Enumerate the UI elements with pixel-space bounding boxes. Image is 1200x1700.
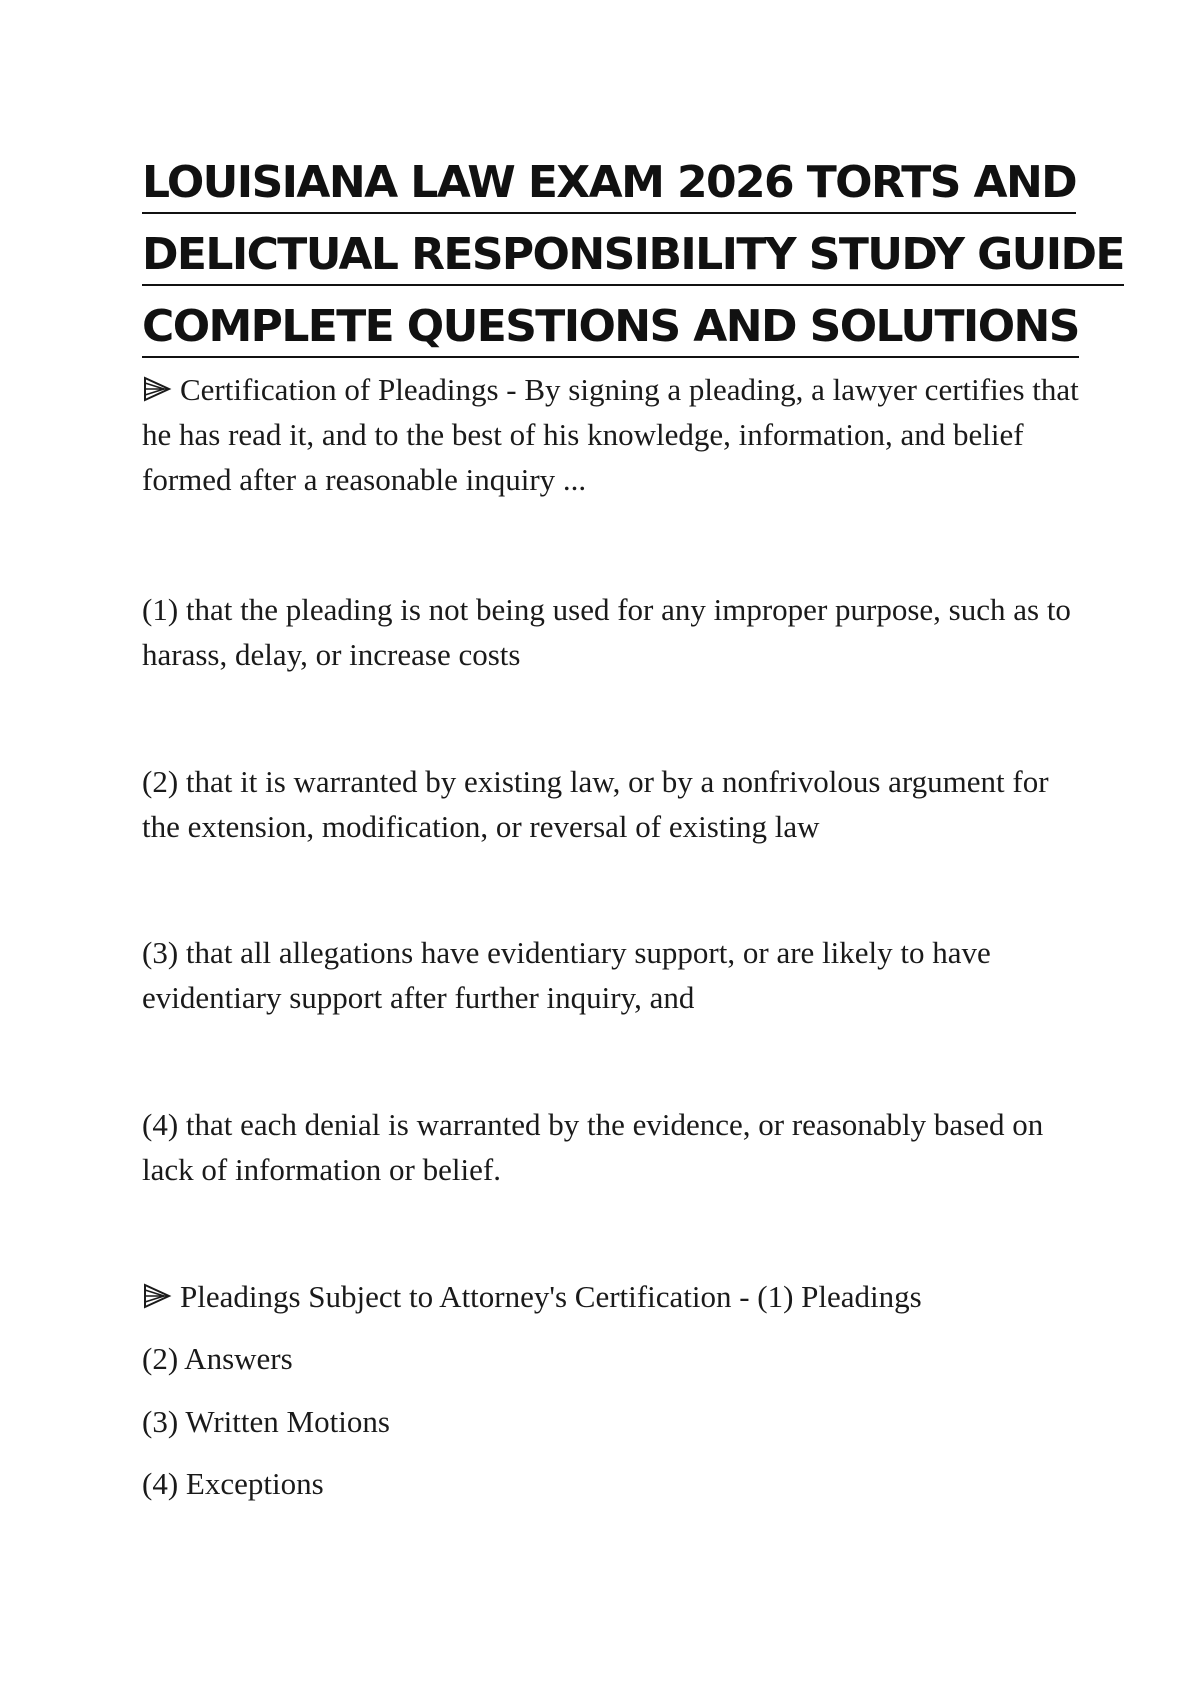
list-item: (4) that each denial is warranted by the evidence, or reasonably based on lack of information or belief. — [142, 1107, 1044, 1187]
entry-certification-of-pleadings — [142, 367, 1082, 502]
entry-pleadings-subject-to-certification — [142, 1274, 1082, 1319]
list-item: (2) Answers — [142, 1341, 293, 1376]
triangle-arrow-bullet-icon — [142, 1281, 172, 1311]
document-title — [142, 150, 1124, 366]
list-item: (4) Exceptions — [142, 1466, 324, 1501]
triangle-arrow-bullet-icon — [142, 374, 172, 404]
list-item: (3) that all allegations have evidentiary support, or are likely to have evidentiary support after further inquiry, and — [142, 935, 991, 1015]
list-item: (3) Written Motions — [142, 1404, 390, 1439]
list-item: (2) that it is warranted by existing law, or by a nonfrivolous argument for the extension, modification, or reversal of existing law — [142, 764, 1049, 844]
list-item: (1) that the pleading is not being used for any improper purpose, such as to harass, delay, or increase costs — [142, 592, 1071, 672]
title-line-3: COMPLETE QUESTIONS AND SOLUTIONS — [142, 298, 1079, 358]
entry-text: Certification of Pleadings - By signing a pleading, a lawyer certifies that he has read it, and to the best of his knowledge, information, and belief formed after a reasonable inquiry ... — [142, 372, 1079, 497]
title-line-2: DELICTUAL RESPONSIBILITY STUDY GUIDE — [142, 226, 1124, 286]
entry-text: Pleadings Subject to Attorney's Certification - (1) Pleadings — [180, 1279, 922, 1314]
title-line-1: LOUISIANA LAW EXAM 2026 TORTS AND — [142, 154, 1076, 214]
